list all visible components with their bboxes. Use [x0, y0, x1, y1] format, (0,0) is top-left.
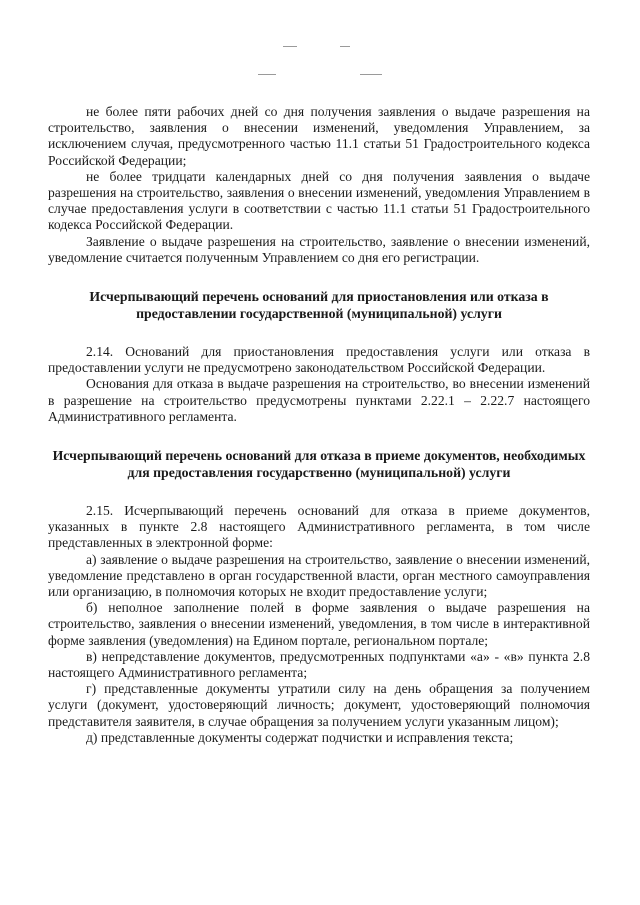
paragraph: 2.14. Оснований для приостановления предоставления услуги или отказа в предоставлении услуги не предусмотрено законодательством Российской Федерации.	[48, 344, 590, 376]
list-item: д) представленные документы содержат подчистки и исправления текста;	[86, 729, 514, 745]
paragraph: Заявление о выдаче разрешения на строительство, заявление о внесении изменений, уведомление считается полученным Управлением со дня его регистрации.	[48, 233, 590, 265]
paragraph: Основания для отказа в выдаче разрешения на строительство, во внесении изменений в разрешение на строительство предусмотрены пунктами 2.22.1 – 2.22.7 настоящего Административного регламента.	[48, 376, 590, 424]
scan-artifact	[258, 74, 276, 75]
section-heading: Исчерпывающий перечень оснований для отказа в приеме документов, необходимых для предоставления государственно (муниципальной) услуги	[52, 448, 586, 481]
section-heading: Исчерпывающий перечень оснований для приостановления или отказа в предоставлении государственной (муниципальной) услуги	[89, 289, 549, 322]
paragraph: 2.15. Исчерпывающий перечень оснований для отказа в приеме документов, указанных в пункте 2.8 настоящего Административного регламента, в том числе представленных в электронной форме:	[48, 503, 590, 551]
scan-artifact	[360, 74, 382, 75]
scan-artifact	[340, 46, 350, 47]
paragraph: не более пяти рабочих дней со дня получения заявления о выдаче разрешения на строительство, заявления о внесении изменений, уведомления Управлением, за исключением случая, предусмотренного частью 11.1 статьи 51 Градостроительного кодекса Российской Федерации;	[48, 104, 590, 168]
scan-artifact	[283, 46, 297, 47]
list-item: а) заявление о выдаче разрешения на строительство, заявление о внесении изменений, уведомление представлено в орган государственной власти, орган местного самоуправления или организацию, в полномочия которых не входит предоставление услуги;	[48, 551, 590, 600]
list-item: г) представленные документы утратили силу на день обращения за получением услуги (документ, удостоверяющий личность; документ, удостоверяющий полномочия представителя заявителя, в случае обращения за получением услуги указанным лицом);	[48, 681, 590, 729]
list-item: в) непредставление документов, предусмотренных подпунктами «а» - «в» пункта 2.8 настоящего Административного регламента;	[48, 648, 590, 681]
list-item: б) неполное заполнение полей в форме заявления о выдаче разрешения на строительство, заявления о внесении изменений, уведомления, в том числе в интерактивной форме заявления (уведомления) на Едином портале, региональном портале;	[48, 600, 590, 648]
paragraph: не более тридцати календарных дней со дня получения заявления о выдаче разрешения на строительство, заявления о внесении изменений, уведомления Управлением в случае предоставления услуги в соответствии с частью 11.1 статьи 51 Градостроительного кодекса Российской Федерации.	[48, 168, 590, 233]
